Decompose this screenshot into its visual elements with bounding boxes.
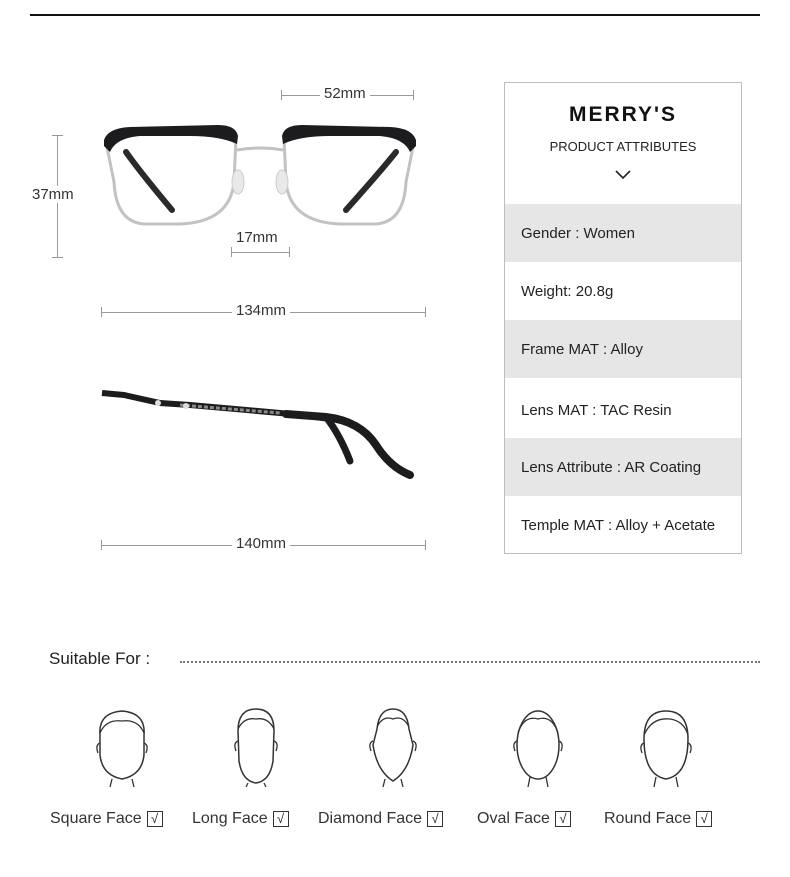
attribute-row-weight: Weight: 20.8g: [521, 282, 614, 300]
product-attributes-panel: [504, 82, 742, 554]
square-face-icon: [92, 705, 152, 787]
face-label-diamond: [318, 810, 443, 828]
attribute-row-lens-attribute: Lens Attribute : AR Coating: [505, 438, 741, 496]
bridge-tick-right: [289, 247, 290, 257]
bridge-tick-left: [231, 247, 232, 257]
temple-length-tick-left: [101, 540, 102, 550]
glasses-side-image: [100, 385, 420, 495]
frame-width-tick-left: [101, 307, 102, 317]
face-label-text: Square Face: [50, 810, 142, 827]
checkbox-icon: √: [147, 811, 163, 827]
face-label-text: Diamond Face: [318, 810, 423, 827]
face-label-long: [192, 810, 289, 828]
lens-height-tick-bottom: [52, 257, 63, 258]
checkbox-icon: √: [696, 811, 712, 827]
bridge-label: 17mm: [232, 229, 282, 246]
frame-width-tick-right: [425, 307, 426, 317]
lens-height-tick-top: [52, 135, 63, 136]
checkbox-icon: √: [427, 811, 443, 827]
lens-width-tick-right: [413, 90, 414, 100]
bridge-line: [231, 252, 289, 253]
attribute-row-gender: Gender : Women: [505, 204, 741, 262]
face-label-text: Long Face: [192, 810, 268, 827]
temple-length-label: 140mm: [232, 535, 290, 552]
lens-width-tick-left: [281, 90, 282, 100]
temple-length-tick-right: [425, 540, 426, 550]
dotted-divider: [180, 661, 760, 663]
checkbox-icon: √: [273, 811, 289, 827]
glasses-front-image: [100, 122, 420, 232]
frame-width-label: 134mm: [232, 302, 290, 319]
face-label-text: Round Face: [604, 810, 692, 827]
lens-height-label: 37mm: [28, 186, 78, 203]
face-label-text: Oval Face: [477, 810, 550, 827]
brand-logo: MERRY'S: [568, 103, 678, 126]
attribute-row-frame-mat: Frame MAT : Alloy: [505, 320, 741, 378]
checkbox-icon: √: [555, 811, 571, 827]
face-label-round: [604, 810, 712, 828]
attribute-row-temple-mat: Temple MAT : Alloy + Acetate: [521, 516, 716, 534]
round-face-icon: [636, 705, 696, 787]
lens-width-label: 52mm: [320, 85, 370, 102]
suitable-for-title: Suitable For :: [49, 649, 151, 668]
diamond-face-icon: [363, 705, 423, 787]
face-label-oval: [477, 810, 571, 828]
chevron-down-icon: [614, 169, 632, 181]
attribute-row-lens-mat: Lens MAT : TAC Resin: [521, 401, 672, 419]
face-label-square: [50, 810, 163, 828]
oval-face-icon: [508, 705, 568, 787]
top-rule: [30, 14, 760, 16]
panel-subtitle: PRODUCT ATTRIBUTES: [549, 139, 697, 154]
long-face-icon: [226, 705, 286, 787]
